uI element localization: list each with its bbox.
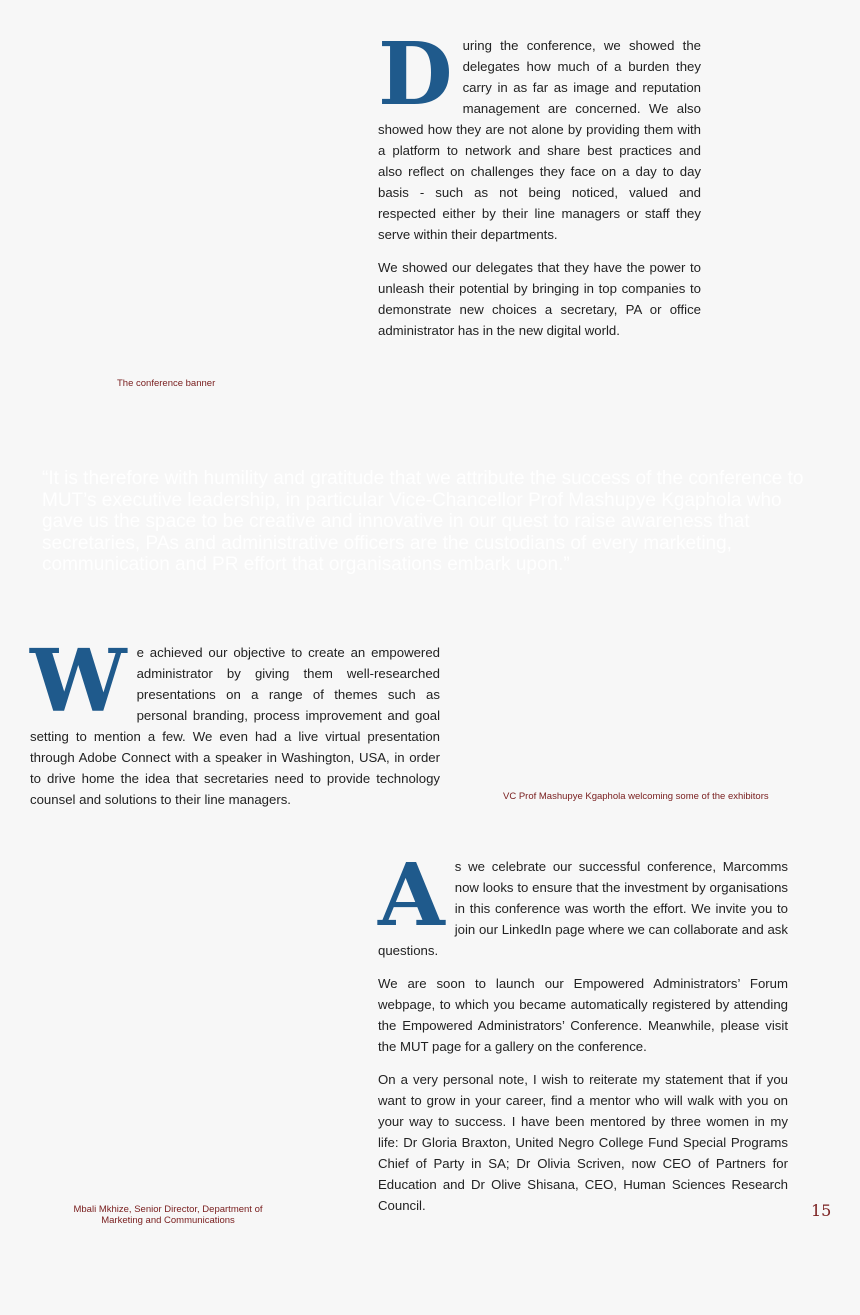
section-3-paragraph-1: s we celebrate our successful conference, Marcomms now looks to ensure that the investment by organisations in this conference was worth the effort. We invite you to join our LinkedIn page where we can collaborate and ask questions. — [378, 859, 788, 958]
author-caption — [68, 1204, 268, 1226]
section-1-paragraph-2: We showed our delegates that they have the power to unleash their potential by bringing in top companies to demonstrate new choices a secretary, PA or office administrator has in the new digital world. — [378, 260, 701, 338]
author-line-2: Marketing and Communications — [101, 1215, 235, 1226]
dropcap-w: W — [30, 631, 127, 732]
section-3-paragraph-2: We are soon to launch our Empowered Administrators’ Forum webpage, to which you became automatically registered by attending the Empowered Administrators’ Conference. Meanwhile, please visit the MUT page for a gallery on the conference. — [378, 976, 788, 1054]
caption-vc-welcoming: VC Prof Mashupye Kgaphola welcoming some of the exhibitors — [503, 791, 769, 802]
section-1 — [378, 24, 701, 353]
author-line-1: Mbali Mkhize, Senior Director, Department of — [73, 1204, 263, 1215]
section-2 — [30, 631, 440, 822]
pull-quote: “It is therefore with humility and gratitude that we attribute the success of the conference to MUT’s executive leadership, in particular Vice-Chancellor Prof Mashupye Kgaphola who gave us the space to be creative and innovative in our quest to raise awareness that secretaries, PAs and administrative officers are the custodians of every marketing, communication and PR effort that organisations embark upon.” — [42, 468, 804, 575]
section-3 — [378, 845, 788, 1228]
page-number: 15 — [811, 1201, 832, 1220]
dropcap-a: A — [378, 845, 445, 946]
caption-conference-banner: The conference banner — [117, 378, 216, 389]
section-3-paragraph-3: On a very personal note, I wish to reiterate my statement that if you want to grow in your career, find a mentor who will walk with you on your way to success. I have been mentored by three women in my life: Dr Gloria Braxton, United Negro College Fund Special Programs Chief of Party in SA; Dr Olivia Scriven, now CEO of Partners for Education and Dr Olive Shisana, CEO, Human Sciences Research Council. — [378, 1072, 788, 1213]
section-1-paragraph-1: uring the conference, we showed the delegates how much of a burden they carry in as far as image and reputation management are concerned. We also showed how they are not alone by providing them with a platform to network and share best practices and also reflect on challenges they face on a day to day basis - such as not being noticed, valued and respected either by their line managers or staff they serve within their departments. — [378, 38, 701, 242]
section-2-paragraph-1: e achieved our objective to create an empowered administrator by giving them well-researched presentations on a range of themes such as personal branding, process improvement and goal setting to mention a few. We even had a live virtual presentation through Adobe Connect with a speaker in Washington, USA, in order to drive home the idea that secretaries need to provide technology counsel and solutions to their line managers. — [30, 645, 440, 807]
dropcap-d: D — [378, 24, 453, 125]
